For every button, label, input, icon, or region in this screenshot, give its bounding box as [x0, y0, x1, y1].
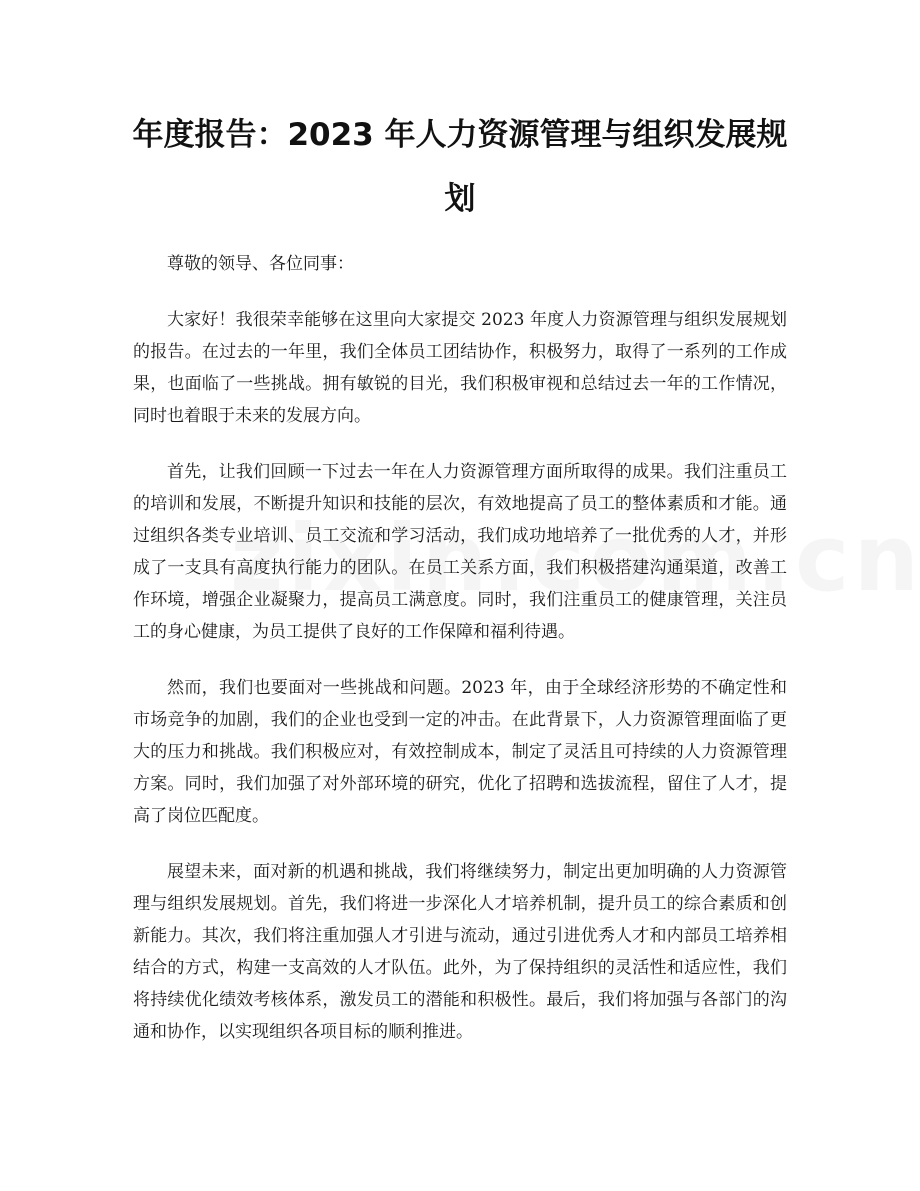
- document-body: [133, 248, 787, 1072]
- document-title: 年度报告：2023 年人力资源管理与组织发展规划: [132, 117, 788, 217]
- paragraph-outlook: 展望未来，面对新的机遇和挑战，我们将继续努力，制定出更加明确的人力资源管理与组织发展规划。首先，我们将进一步深化人才培养机制，提升员工的综合素质和创新能力。其次，我们将注重加强人才引进与流动，通过引进优秀人才和内部员工培养相结合的方式，构建一支高效的人才队伍。此外，为了保持组织的灵活性和适应性，我们将持续优化绩效考核体系，激发员工的潜能和积极性。最后，我们将加强与各部门的沟通和协作，以实现组织各项目标的顺利推进。: [133, 862, 787, 1042]
- paragraph-achievements: 首先，让我们回顾一下过去一年在人力资源管理方面所取得的成果。我们注重员工的培训和发展，不断提升知识和技能的层次，有效地提高了员工的整体素质和才能。通过组织各类专业培训、员工交流和学习活动，我们成功地培养了一批优秀的人才，并形成了一支具有高度执行能力的团队。在员工关系方面，我们积极搭建沟通渠道，改善工作环境，增强企业凝聚力，提高员工满意度。同时，我们注重员工的健康管理，关注员工的身心健康，为员工提供了良好的工作保障和福利待遇。: [133, 462, 787, 642]
- paragraph-intro: 大家好！我很荣幸能够在这里向大家提交 2023 年度人力资源管理与组织发展规划的报告。在过去的一年里，我们全体员工团结协作，积极努力，取得了一系列的工作成果，也面临了一些挑战。拥有敏锐的目光，我们积极审视和总结过去一年的工作情况，同时也着眼于未来的发展方向。: [133, 310, 787, 426]
- salutation: 尊敬的领导、各位同事：: [167, 254, 354, 274]
- paragraph-challenges: 然而，我们也要面对一些挑战和问题。2023 年，由于全球经济形势的不确定性和市场竞争的加剧，我们的企业也受到一定的冲击。在此背景下，人力资源管理面临了更大的压力和挑战。我们积极应对，有效控制成本，制定了灵活且可持续的人力资源管理方案。同时，我们加强了对外部环境的研究，优化了招聘和选拔流程，留住了人才，提高了岗位匹配度。: [133, 678, 787, 826]
